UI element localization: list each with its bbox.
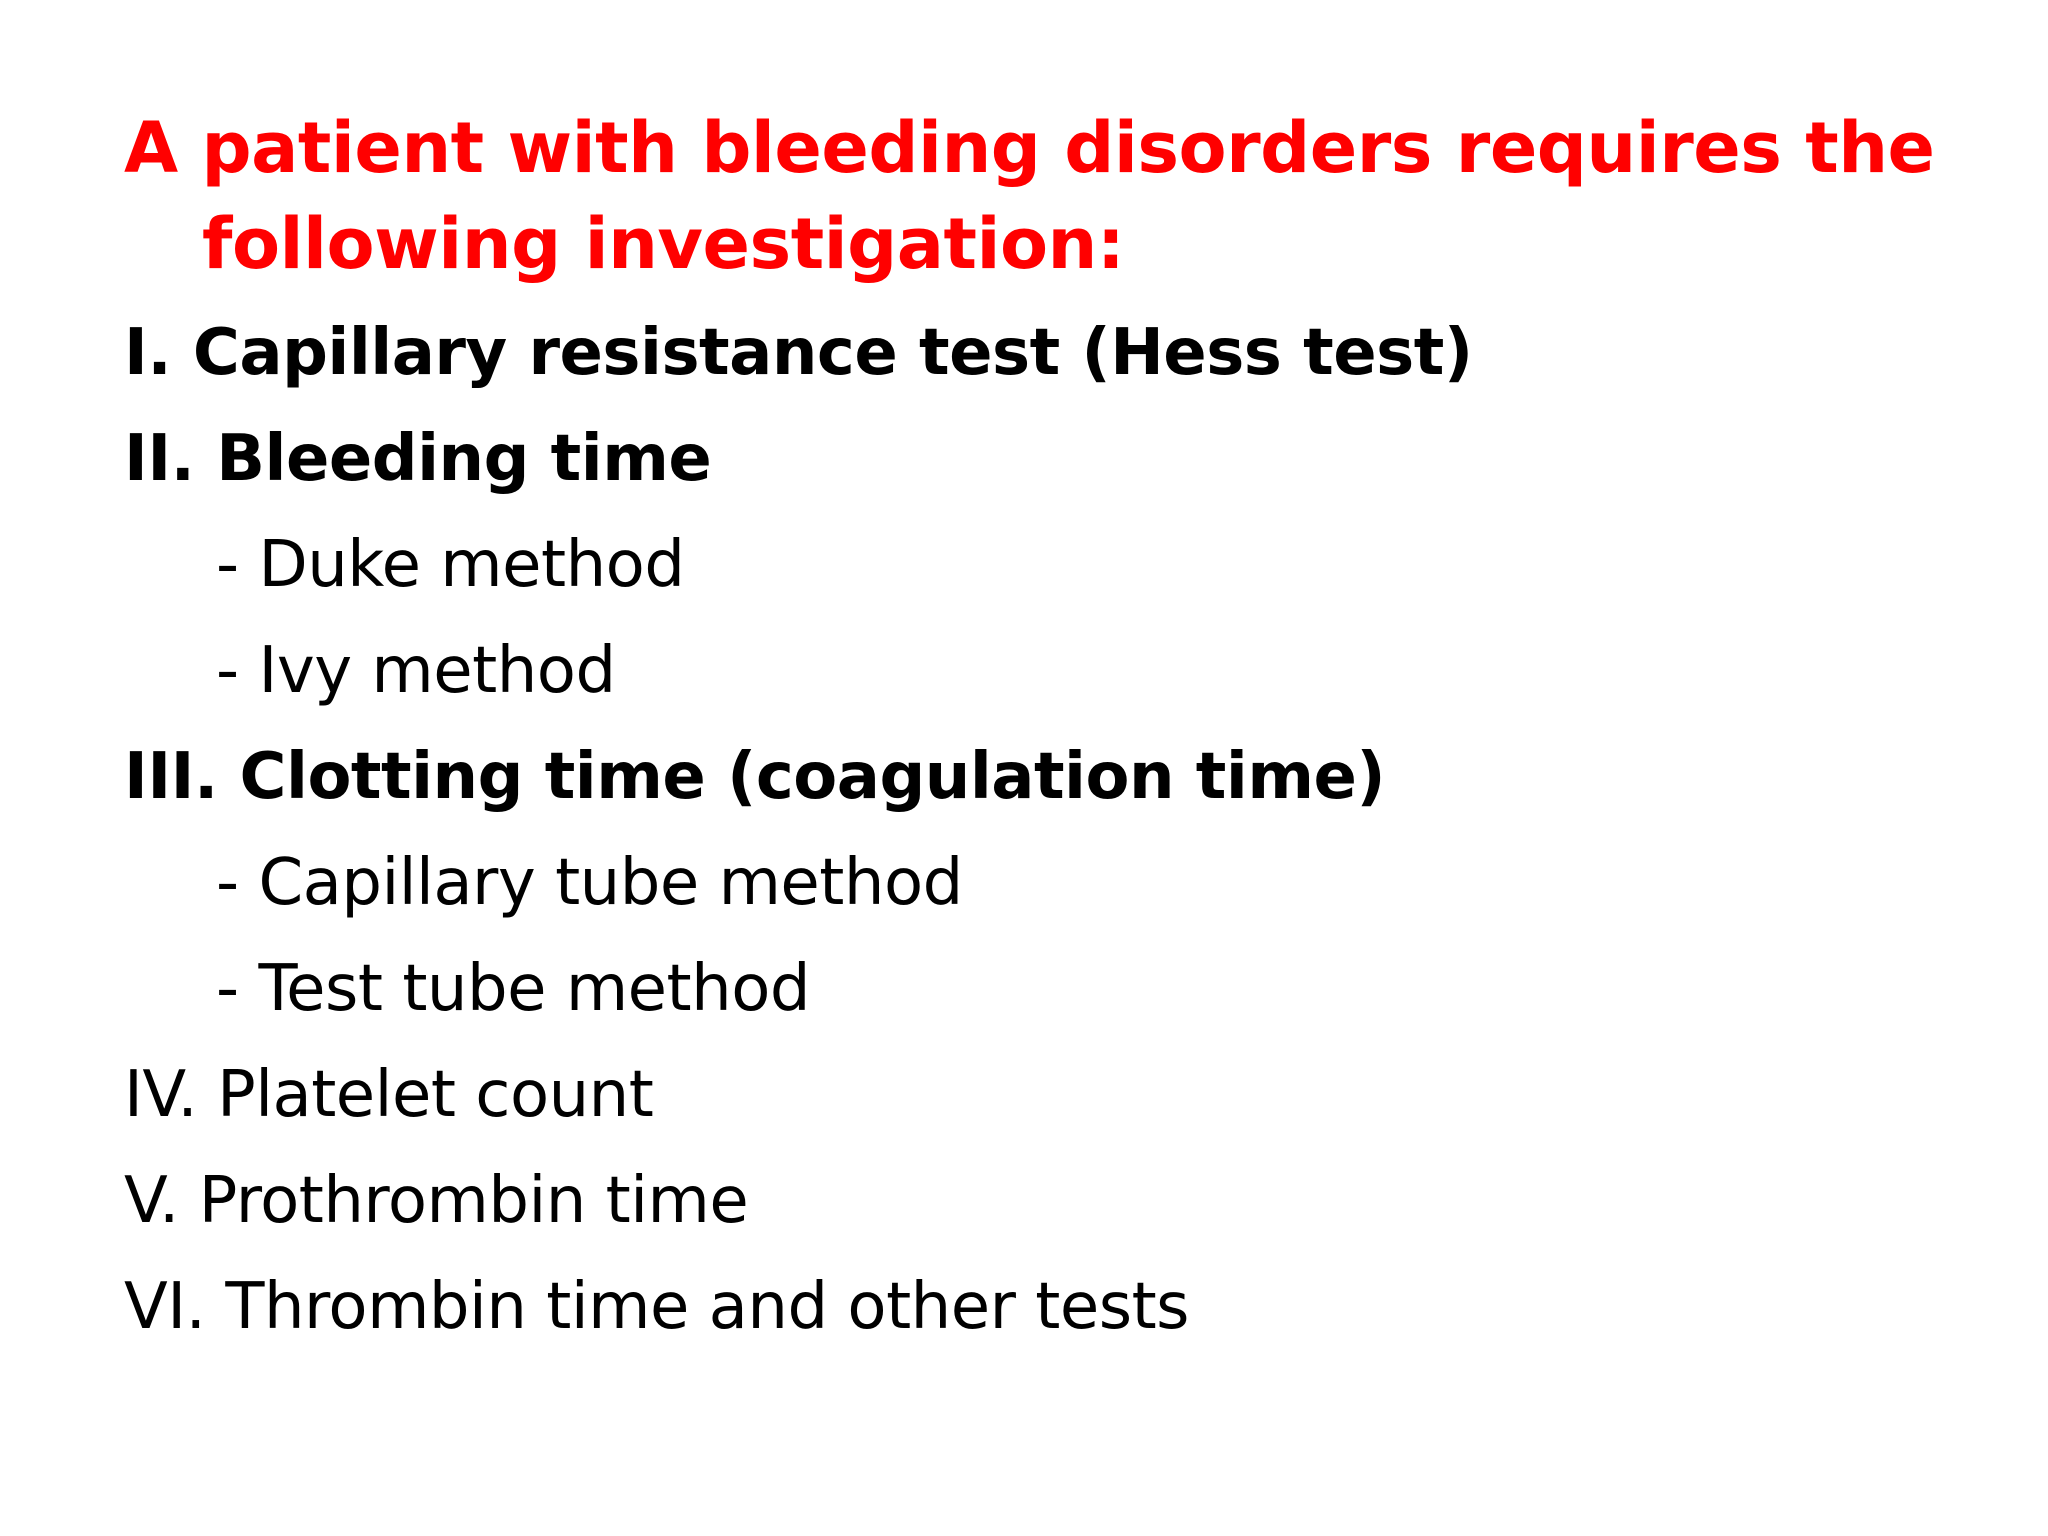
list-item-thrombin-time: VI. Thrombin time and other tests (124, 1270, 1189, 1344)
list-item-bleeding-time: II. Bleeding time (124, 422, 712, 496)
list-subitem-duke-method: - Duke method (216, 528, 685, 602)
list-subitem-test-tube-method: - Test tube method (216, 952, 810, 1026)
list-subitem-ivy-method: - Ivy method (216, 634, 616, 708)
list-item-platelet-count: IV. Platelet count (124, 1058, 654, 1132)
list-item-capillary-resistance-test: I. Capillary resistance test (Hess test) (124, 316, 1473, 390)
list-item-prothrombin-time: V. Prothrombin time (124, 1164, 749, 1238)
list-subitem-capillary-tube-method: - Capillary tube method (216, 846, 963, 920)
list-item-clotting-time: III. Clotting time (coagulation time) (124, 740, 1386, 814)
investigation-list (124, 300, 1944, 1360)
slide-title: A patient with bleeding disorders requires the following investigation: (124, 107, 1935, 285)
